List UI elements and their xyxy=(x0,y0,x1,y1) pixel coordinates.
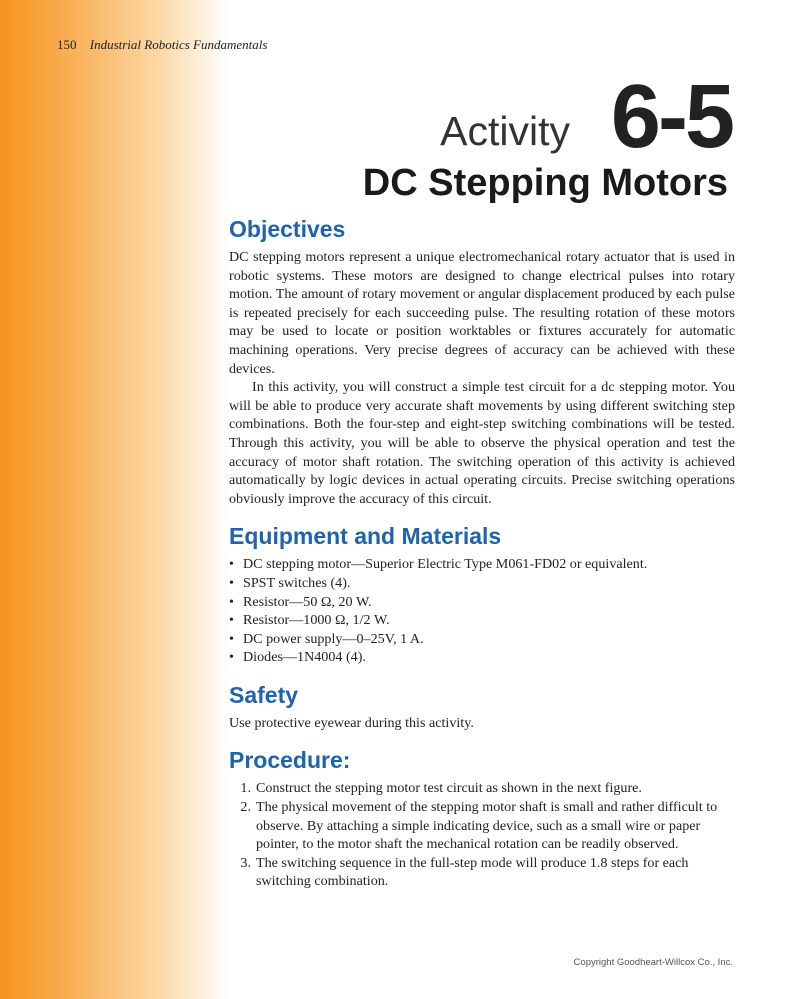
bullet-icon: • xyxy=(229,630,234,647)
bullet-icon: • xyxy=(229,593,234,610)
objectives-paragraph: In this activity, you will construct a simple test circuit for a dc stepping motor. You will be able to produce very accurate shaft movements by using different switching step combinations. Both the four-step and eight-step switching combinations will be tested. Through this activity, you will be able to observe the physical operation and test the accuracy of motor shaft rotation. The switching operation of this activity is achieved automatically by logic devices in actual operating circuits. Precise switching operations obviously improve the accuracy of this circuit. xyxy=(229,379,735,507)
procedure-section xyxy=(229,745,735,891)
bullet-icon: • xyxy=(229,574,234,591)
bullet-icon: • xyxy=(229,556,234,573)
main-content xyxy=(229,214,735,904)
list-item xyxy=(229,555,735,574)
list-item xyxy=(229,611,735,630)
equipment-item: DC stepping motor—Superior Electric Type M061-FD02 or equivalent. xyxy=(243,556,648,573)
step-text: Construct the stepping motor test circuit as shown in the next figure. xyxy=(256,780,642,797)
page-number: 150 xyxy=(57,37,77,52)
step-text: The physical movement of the stepping motor shaft is small and rather difficult to observe. By attaching a simple indicating device, such as a small wire or paper pointer, to the motor shaft the mechanical rotation can be readily observed. xyxy=(256,799,718,853)
objectives-heading: Objectives xyxy=(229,216,346,242)
safety-text: Use protective eyewear during this activity. xyxy=(229,714,474,731)
book-title: Industrial Robotics Fundamentals xyxy=(89,37,268,52)
list-item xyxy=(229,630,735,649)
equipment-item: Resistor—50 Ω, 20 W. xyxy=(243,593,372,610)
activity-label: Activity xyxy=(440,108,570,154)
procedure-heading: Procedure: xyxy=(229,747,351,774)
list-item xyxy=(229,798,735,854)
step-text: The switching sequence in the full-step mode will produce 1.8 steps for each switching combination. xyxy=(256,854,689,890)
objectives-paragraph: DC stepping motors represent a unique electromechanical rotary actuator that is used in robotic systems. These motors are designed to change electrical pulses into rotary motion. The amount of rotary movement or angular displacement produced by each pulse is repeated precisely for each succeeding pulse. The resulting rotation of these motors may be used to locate or position worktables or fixtures accurately for automatic machining operations. Very precise degrees of accuracy can be achieved with these devices. xyxy=(229,249,735,377)
list-item xyxy=(229,574,735,593)
list-item xyxy=(229,593,735,612)
step-number: 1. xyxy=(240,780,251,797)
running-head xyxy=(57,37,267,53)
equipment-section xyxy=(229,521,735,667)
step-number: 3. xyxy=(240,854,251,871)
page-title: DC Stepping Motors xyxy=(362,162,728,204)
safety-heading: Safety xyxy=(229,681,299,708)
equipment-item: Diodes—1N4004 (4). xyxy=(243,649,366,666)
activity-number: 6-5 xyxy=(610,67,732,167)
equipment-heading: Equipment and Materials xyxy=(229,523,502,550)
list-item xyxy=(229,779,735,798)
safety-section xyxy=(229,680,735,733)
list-item xyxy=(229,854,735,891)
orange-sidebar xyxy=(0,0,230,999)
equipment-item: SPST switches (4). xyxy=(243,574,351,591)
bullet-icon: • xyxy=(229,612,234,629)
list-item xyxy=(229,648,735,667)
copyright-notice: Copyright Goodheart-Willcox Co., Inc. xyxy=(573,957,733,968)
step-number: 2. xyxy=(240,799,251,816)
equipment-list xyxy=(229,555,735,667)
procedure-list xyxy=(229,779,735,891)
equipment-item: DC power supply—0–25V, 1 A. xyxy=(243,630,424,647)
bullet-icon: • xyxy=(229,649,234,666)
objectives-section xyxy=(229,214,735,508)
equipment-item: Resistor—1000 Ω, 1/2 W. xyxy=(243,612,390,629)
